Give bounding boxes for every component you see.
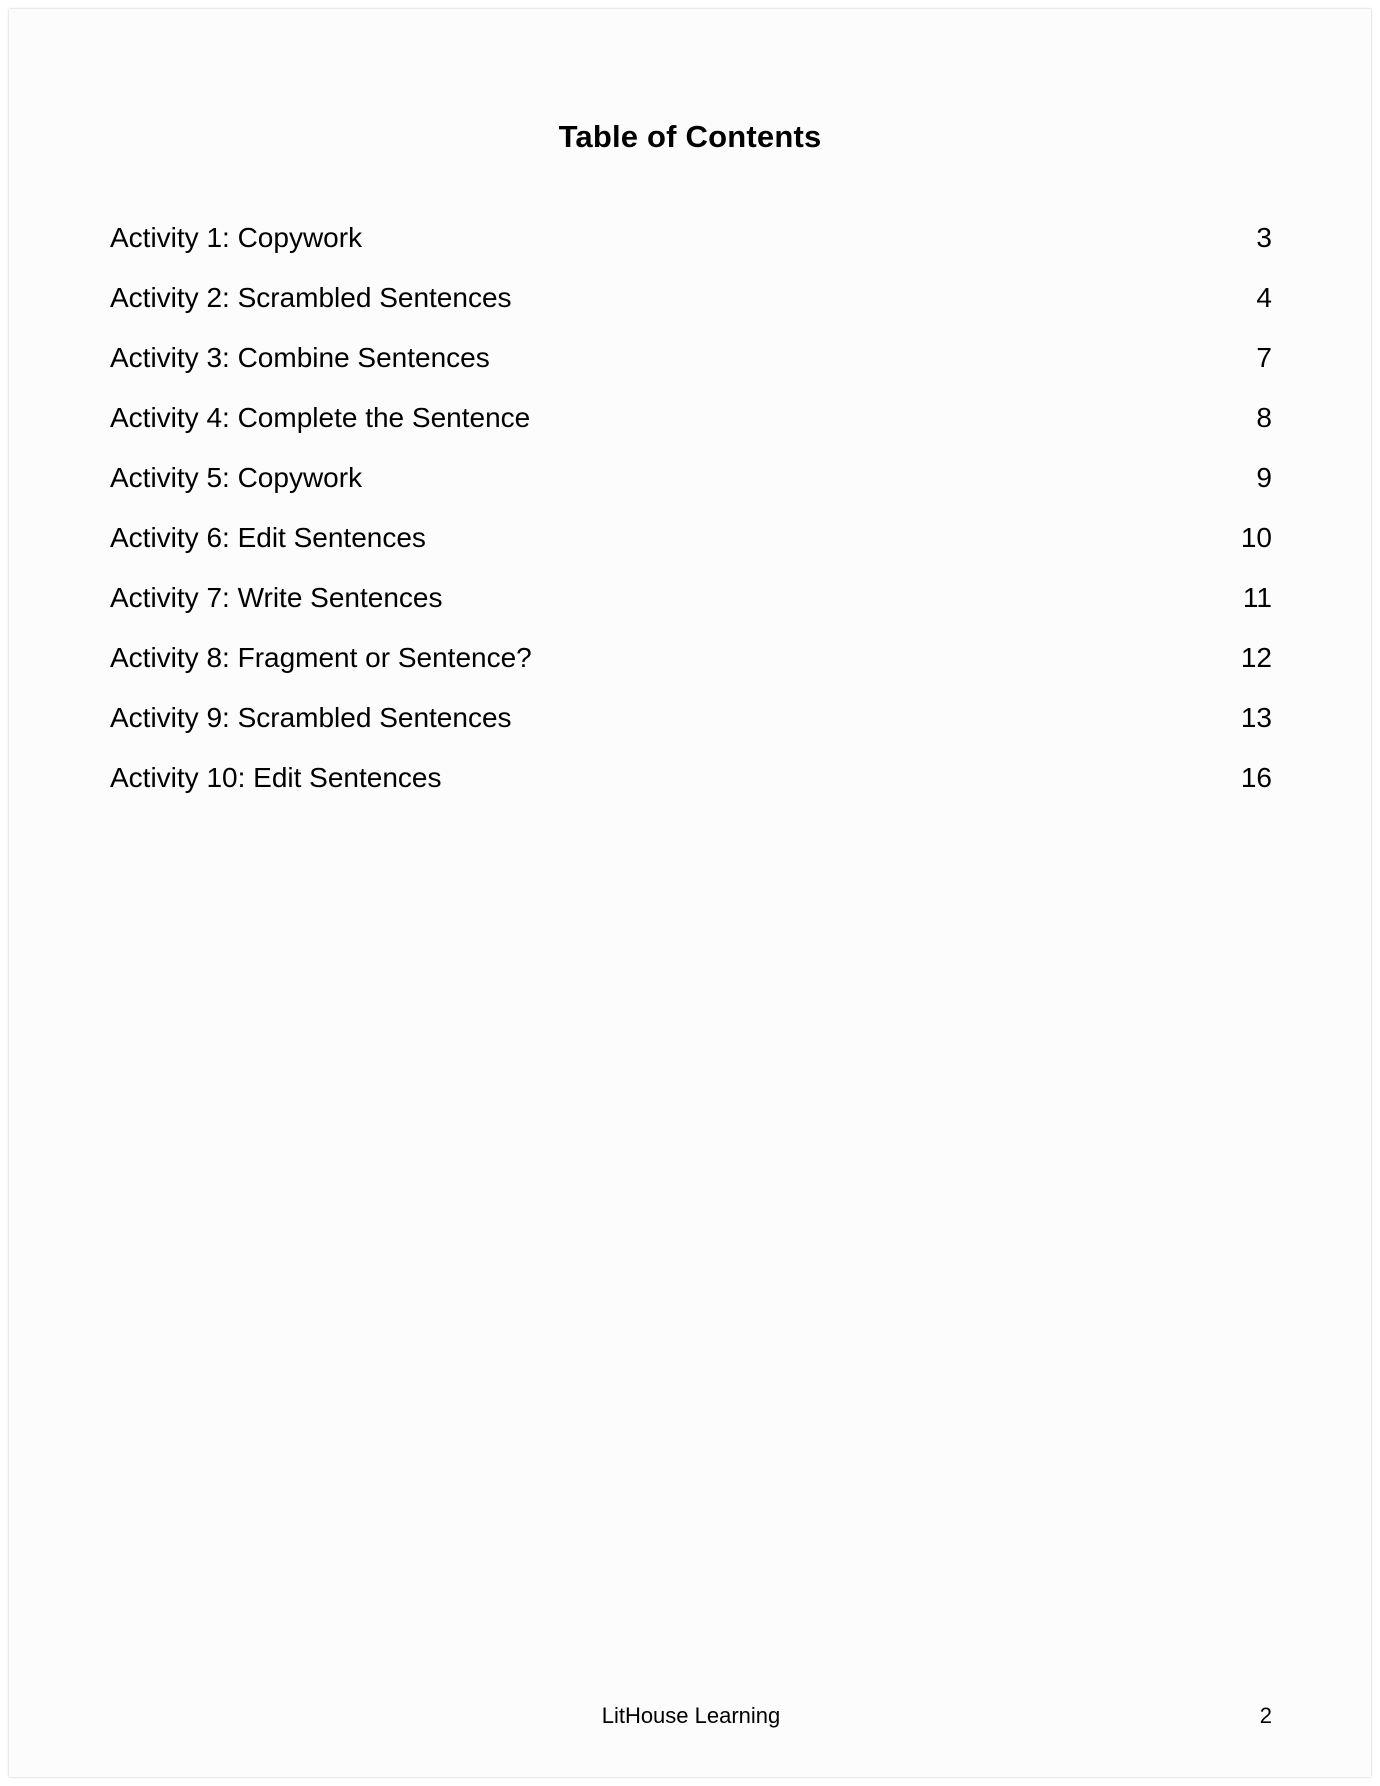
toc-entry-4[interactable] [110, 404, 1272, 464]
toc-entry-page: 8 [1256, 402, 1272, 433]
toc-entry-page: 10 [1240, 522, 1272, 553]
toc-entry-label: Activity 10: Edit Sentences [110, 762, 442, 793]
footer-page-number: 2 [1259, 1703, 1272, 1728]
document-page [9, 9, 1371, 1777]
toc-entry-page: 16 [1240, 762, 1272, 793]
toc-entry-label: Activity 7: Write Sentences [110, 582, 443, 613]
toc-entry-page: 11 [1242, 582, 1272, 613]
toc-entry-page: 13 [1240, 702, 1272, 733]
table-of-contents [110, 224, 1272, 824]
toc-entry-1[interactable] [110, 224, 1272, 284]
toc-entry-page: 4 [1256, 282, 1272, 313]
toc-entry-8[interactable] [110, 644, 1272, 704]
toc-entry-label: Activity 1: Copywork [110, 222, 363, 253]
toc-entry-label: Activity 9: Scrambled Sentences [110, 702, 512, 733]
toc-entry-10[interactable] [110, 764, 1272, 824]
toc-entry-label: Activity 6: Edit Sentences [110, 522, 426, 553]
toc-entry-5[interactable] [110, 464, 1272, 524]
toc-entry-page: 7 [1256, 342, 1272, 373]
toc-entry-6[interactable] [110, 524, 1272, 584]
toc-entry-label: Activity 8: Fragment or Sentence? [110, 642, 532, 673]
page-title: Table of Contents [558, 119, 822, 154]
toc-entry-page: 3 [1256, 222, 1272, 253]
footer-brand: LitHouse Learning [601, 1703, 781, 1728]
toc-entry-label: Activity 3: Combine Sentences [110, 342, 490, 373]
toc-entry-7[interactable] [110, 584, 1272, 644]
toc-entry-label: Activity 2: Scrambled Sentences [110, 282, 512, 313]
toc-entry-2[interactable] [110, 284, 1272, 344]
toc-entry-page: 12 [1240, 642, 1272, 673]
toc-entry-page: 9 [1256, 462, 1272, 493]
toc-entry-label: Activity 4: Complete the Sentence [110, 402, 531, 433]
toc-entry-3[interactable] [110, 344, 1272, 404]
toc-entry-9[interactable] [110, 704, 1272, 764]
toc-entry-label: Activity 5: Copywork [110, 462, 363, 493]
